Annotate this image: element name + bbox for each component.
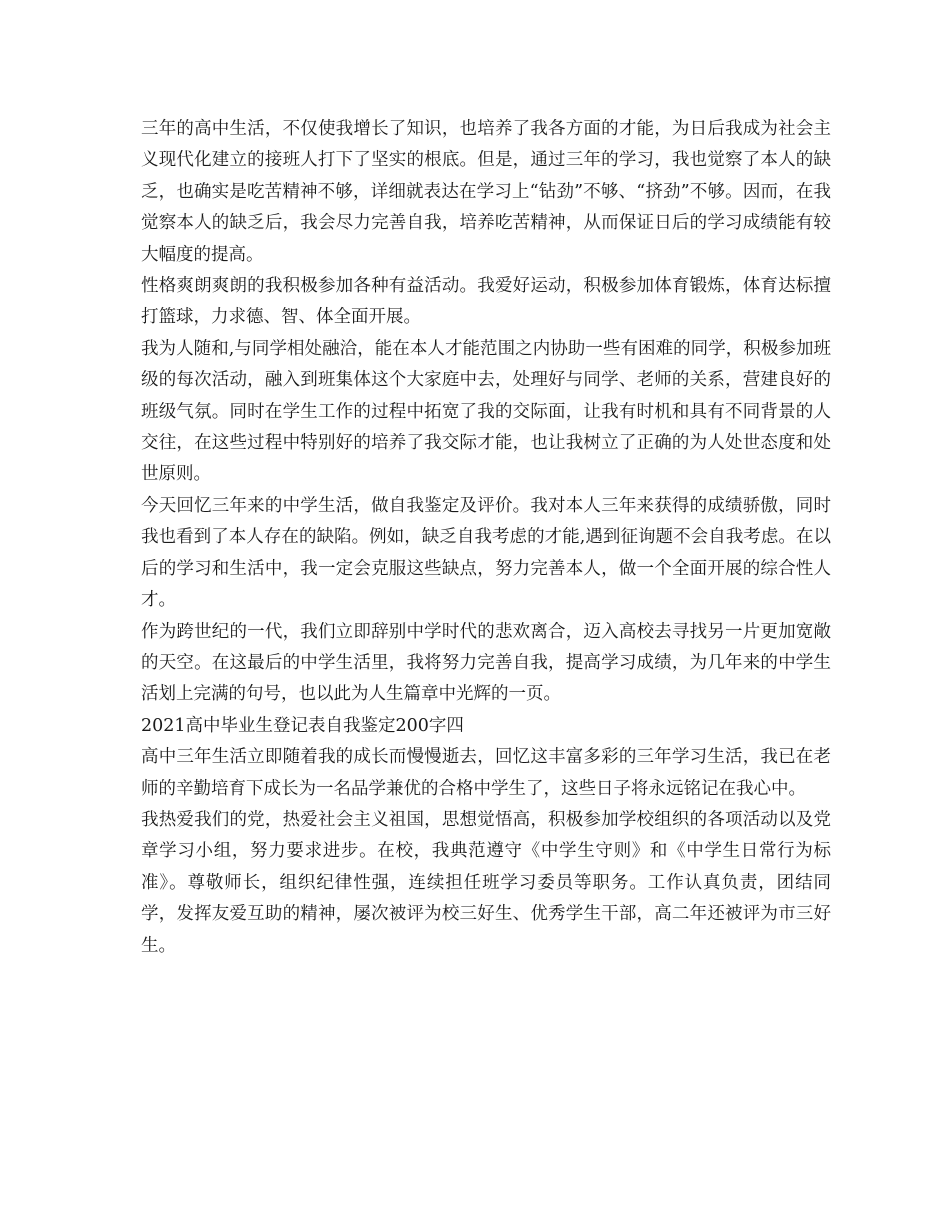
paragraph-relationships: 我为人随和,与同学相处融洽，能在本人才能范围之内协助一些有困难的同学，积极参加班级的每次活动，融入到班集体这个大家庭中去，处理好与同学、老师的关系，营建良好的班级气氛。同时在学生工作的过程中拓宽了我的交际面，让我有时机和具有不同背景的人交往，在这些过程中特别好的培养了我交际才能，也让我树立了正确的为人处世态度和处世原则。	[141, 338, 831, 485]
paragraph-personality: 性格爽朗爽朗的我积极参加各种有益活动。我爱好运动，积极参加体育锻炼，体育达标擅打篮球，力求德、智、体全面开展。	[141, 276, 831, 328]
paragraph-conduct: 我热爱我们的党，热爱社会主义祖国，思想觉悟高，积极参加学校组织的各项活动以及党章学习小组，努力要求进步。在校，我典范遵守《中学生守则》和《中学生日常行为标准》。尊敬师长，组织纪律性强，连续担任班学习委员等职务。工作认真负责，团结同学，发挥友爱互助的精神，屡次被评为校三好生、优秀学生干部，高二年还被评为市三好生。	[141, 809, 831, 956]
document-body	[141, 114, 831, 962]
paragraph-farewell: 作为跨世纪的一代，我们立即辞别中学时代的悲欢离合，迈入高校去寻找另一片更加宽敞的天空。在这最后的中学生活里，我将努力完善自我，提高学习成绩，为几年来的中学生活划上完满的句号，也以此为人生篇章中光辉的一页。	[141, 621, 831, 705]
paragraph-intro: 高中三年生活立即随着我的成长而慢慢逝去，回忆这丰富多彩的三年学习生活，我已在老师的辛勤培育下成长为一名品学兼优的合格中学生了，这些日子将永远铭记在我心中。	[141, 747, 831, 799]
paragraph-self-evaluation: 今天回忆三年来的中学生活，做自我鉴定及评价。我对本人三年来获得的成绩骄傲，同时我也看到了本人存在的缺陷。例如，缺乏自我考虑的才能,遇到征询题不会自我考虑。在以后的学习和生活中，我一定会克服这些缺点，努力完善本人，做一个全面开展的综合性人才。	[141, 495, 831, 611]
section-heading: 2021高中毕业生登记表自我鉴定200字四	[141, 715, 464, 736]
paragraph-reflection: 三年的高中生活，不仅使我增长了知识，也培养了我各方面的才能，为日后我成为社会主义现代化建立的接班人打下了坚实的根底。但是，通过三年的学习，我也觉察了本人的缺乏，也确实是吃苦精神不够，详细就表达在学习上“钻劲”不够、“挤劲”不够。因而，在我觉察本人的缺乏后，我会尽力完善自我，培养吃苦精神，从而保证日后的学习成绩能有较大幅度的提高。	[141, 119, 831, 265]
